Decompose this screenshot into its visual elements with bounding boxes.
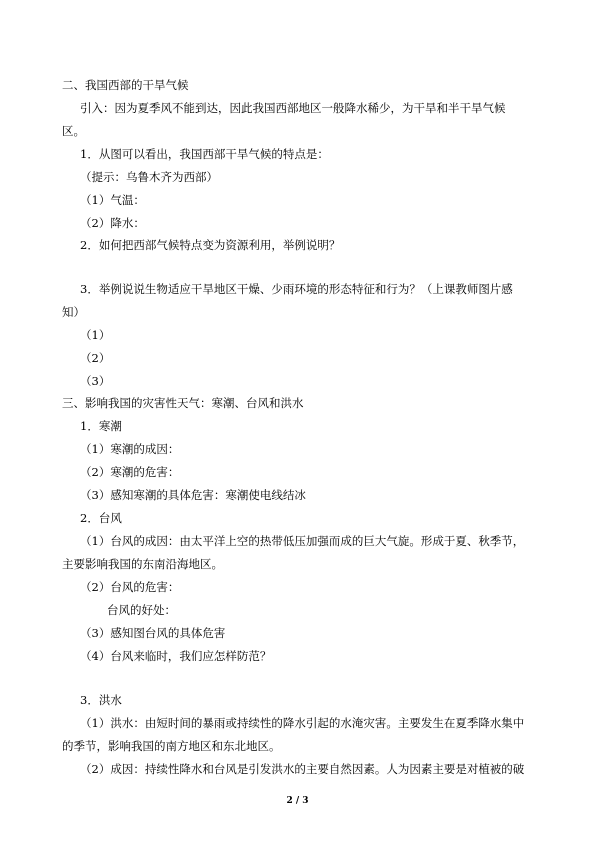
question-3: 3．举例说说生物适应干旱地区干燥、少雨环境的形态特征和行为？（上课教师图片感 xyxy=(80,282,513,296)
typhoon-cause-cont: 主要影响我国的东南沿海地区。 xyxy=(62,557,223,571)
answer-temperature: （1）气温： xyxy=(80,193,145,207)
heading-section-2: 二、我国西部的干旱气候 xyxy=(62,78,189,92)
typhoon-harm: （2）台风的危害： xyxy=(80,580,180,594)
question-1: 1．从图可以看出，我国西部干旱气候的特点是： xyxy=(80,147,329,161)
cold-wave-cause: （1）寒潮的成因： xyxy=(80,442,180,456)
typhoon-example: （3）感知图台风的具体危害 xyxy=(80,626,226,640)
typhoon-cause: （1）台风的成因：由太平洋上空的热带低压加强而成的巨大气旋。形成于夏、秋季节， xyxy=(80,534,525,548)
cold-wave-harm: （2）寒潮的危害： xyxy=(80,465,180,479)
question-3-cont: 知） xyxy=(62,305,85,319)
flood-definition: （1）洪水：由短时间的暴雨或持续性的降水引起的水淹灾害。主要发生在夏季降水集中 xyxy=(80,716,525,730)
heading-section-3: 三、影响我国的灾害性天气：寒潮、台风和洪水 xyxy=(62,396,304,410)
subheading-flood: 3．洪水 xyxy=(80,693,122,707)
paragraph-intro: 引入：因为夏季风不能到达，因此我国西部地区一般降水稀少，为干旱和半干旱气候 xyxy=(80,101,506,115)
page-number: 2 / 3 xyxy=(286,796,309,806)
blank-item-3: （3） xyxy=(80,374,111,388)
hint: （提示：乌鲁木齐为西部） xyxy=(80,170,218,184)
answer-precipitation: （2）降水： xyxy=(80,216,145,230)
flood-cause: （2）成因：持续性降水和台风是引发洪水的主要自然因素。人为因素主要是对植被的破 xyxy=(80,762,525,776)
typhoon-benefit: 台风的好处： xyxy=(107,603,176,617)
paragraph-intro-cont: 区。 xyxy=(62,124,85,138)
question-2: 2．如何把西部气候特点变为资源利用，举例说明？ xyxy=(80,238,341,252)
subheading-cold-wave: 1．寒潮 xyxy=(80,419,122,433)
cold-wave-example: （3）感知寒潮的具体危害：寒潮使电线结冰 xyxy=(80,488,306,502)
subheading-typhoon: 2．台风 xyxy=(80,511,122,525)
blank-item-2: （2） xyxy=(80,351,111,365)
typhoon-prevention: （4）台风来临时，我们应怎样防范？ xyxy=(80,649,272,663)
blank-item-1: （1） xyxy=(80,328,111,342)
flood-definition-cont: 的季节，影响我国的南方地区和东北地区。 xyxy=(62,739,281,753)
